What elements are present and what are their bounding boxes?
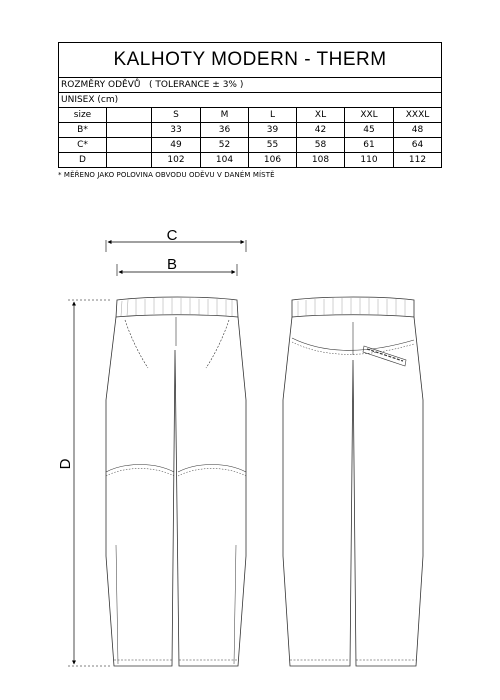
pants-back-view [283,297,423,666]
header-s: S [152,108,201,123]
footnote: * MĚŘENO JAKO POLOVINA OBVODU ODĚVU V DANÉM MÍSTĚ [58,171,275,179]
pants-front-view [106,297,246,666]
header-xxl: XXL [345,108,394,123]
table-cell: 39 [249,123,297,138]
table-cell: 48 [394,123,442,138]
table-cell: 52 [201,138,249,153]
table-cell: 55 [249,138,297,153]
table-cell: 33 [152,123,201,138]
table-cell: 36 [201,123,249,138]
header-l: L [249,108,297,123]
table-cell: 112 [394,153,442,168]
table-cell: 58 [297,138,345,153]
header-xl: XL [297,108,345,123]
dimension-b [117,256,237,276]
table-cell: 104 [201,153,249,168]
product-title: KALHOTY MODERN - THERM [59,43,442,78]
dimension-d [57,300,112,666]
dimension-c-label: C [166,227,178,244]
table-cell: 110 [345,153,394,168]
header-m: M [201,108,249,123]
table-cell: 42 [297,123,345,138]
table-cell: 45 [345,123,394,138]
row-label-b: B* [59,123,107,138]
table-cell: 61 [345,138,394,153]
tolerance-label: ( TOLERANCE ± 3% ) [149,80,244,90]
row-label-c: C* [59,138,107,153]
dimension-c [106,227,246,252]
table-cell: 108 [297,153,345,168]
dimension-b-label: B [166,256,178,273]
table-cell: 49 [152,138,201,153]
table-cell: 64 [394,138,442,153]
measurements-label: ROZMĚRY ODĚVŮ [61,80,141,90]
dimension-d-label: D [57,458,74,470]
unit-row: UNISEX (cm) [59,93,442,108]
row-label-d: D [59,153,107,168]
header-size: size [59,108,107,123]
header-xxxl: XXXL [394,108,442,123]
table-cell: 102 [152,153,201,168]
table-cell: 106 [249,153,297,168]
